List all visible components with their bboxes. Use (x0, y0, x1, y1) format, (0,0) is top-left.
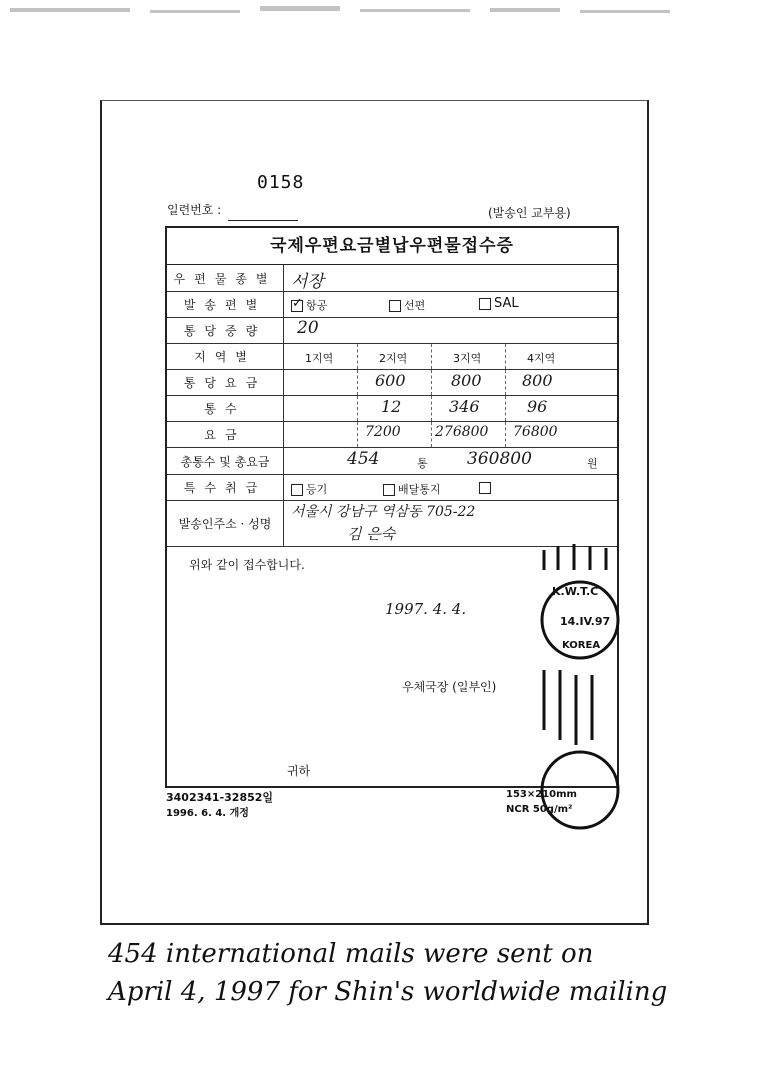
form-title: 국제우편요금별납우편물접수증 (167, 228, 617, 265)
checkbox-delivery-notice (383, 484, 395, 496)
row-label: 우편물종별 (167, 265, 284, 291)
option-registered: 등기 (291, 481, 327, 497)
serial-number: 0158 (257, 172, 305, 193)
option-delivery-notice: 배달통지 (383, 481, 441, 497)
row-count (167, 396, 617, 422)
zone-2: 2지역 (379, 352, 408, 365)
total-amount: 360800 (467, 449, 532, 469)
row-label: 통수 (167, 396, 284, 421)
row-send-method (167, 292, 617, 318)
serial-label: 일련번호 : (167, 203, 222, 217)
receipt-date: 1997. 4. 4. (385, 600, 467, 618)
total-count-unit: 통 (417, 457, 428, 470)
checkbox-registered (291, 484, 303, 496)
postmark-stamp (530, 540, 620, 840)
recipient-label: 귀하 (287, 764, 311, 778)
stamp-date: 14.IV.97 (560, 615, 611, 628)
checkbox-blank (479, 482, 491, 494)
checkbox-air: ✓ (292, 296, 303, 311)
row-label: 지역별 (167, 344, 284, 369)
row-label: 통당중량 (167, 318, 284, 343)
item-type-value: 서장 (291, 272, 324, 292)
checkbox-sea (389, 300, 401, 312)
row-region (167, 344, 617, 370)
row-label: 발송편별 (167, 292, 284, 317)
unit-fee-zone-4: 800 (522, 371, 553, 390)
row-item-type (167, 265, 617, 292)
zone-3: 3지역 (453, 352, 482, 365)
form-code: 3402341-32852일 (166, 791, 274, 804)
row-totals (167, 448, 617, 475)
row-label: 통당요금 (167, 370, 284, 395)
row-special (167, 475, 617, 501)
count-zone-2: 12 (381, 397, 402, 416)
zone-1: 1지역 (305, 352, 334, 365)
sender-address: 서울시 강남구 역삼동 705-22 (291, 504, 476, 520)
option-blank (479, 481, 494, 494)
row-unit-fee (167, 370, 617, 396)
copy-label: (발송인 교부용) (488, 206, 571, 220)
unit-weight-value: 20 (297, 318, 319, 338)
caption-line-1: 454 international mails were sent on (108, 939, 594, 969)
stamp-country: KOREA (562, 640, 601, 651)
count-zone-3: 346 (449, 397, 480, 416)
serial-underline (228, 220, 298, 221)
paper-size: 153×210mm (506, 789, 577, 800)
postmaster-label: 우체국장 (일부인) (402, 680, 497, 694)
stamp-office: K.W.T.C (552, 585, 599, 598)
caption-line-2: April 4, 1997 for Shin's worldwide mailing (108, 977, 668, 1007)
total-amount-unit: 원 (587, 457, 598, 470)
row-label: 특수취급 (167, 475, 284, 500)
fee-zone-3: 276800 (435, 424, 489, 440)
fee-zone-4: 76800 (513, 424, 558, 440)
unit-fee-zone-2: 600 (375, 371, 406, 390)
unit-fee-zone-3: 800 (451, 371, 482, 390)
handwritten-caption (108, 935, 667, 1011)
zone-4: 4지역 (527, 352, 556, 365)
row-fee (167, 422, 617, 448)
option-air: ✓ 항공 (292, 296, 328, 312)
revision-date: 1996. 6. 4. 개정 (166, 808, 249, 819)
row-unit-weight (167, 318, 617, 344)
option-sal: SAL (479, 296, 519, 311)
option-sea: 선편 (389, 297, 425, 313)
scan-noise (0, 0, 760, 30)
row-label: 요금 (167, 422, 284, 447)
paper-type: NCR 50g/m² (506, 804, 573, 815)
count-zone-4: 96 (527, 397, 548, 416)
row-label: 발송인주소 · 성명 (167, 501, 284, 546)
checkbox-sal (479, 298, 491, 310)
received-text: 위와 같이 접수합니다. (189, 558, 305, 572)
fee-zone-2: 7200 (365, 424, 401, 440)
sender-name: 김 은숙 (347, 525, 396, 543)
row-label: 총통수 및 총요금 (167, 448, 284, 474)
total-count: 454 (347, 449, 380, 469)
